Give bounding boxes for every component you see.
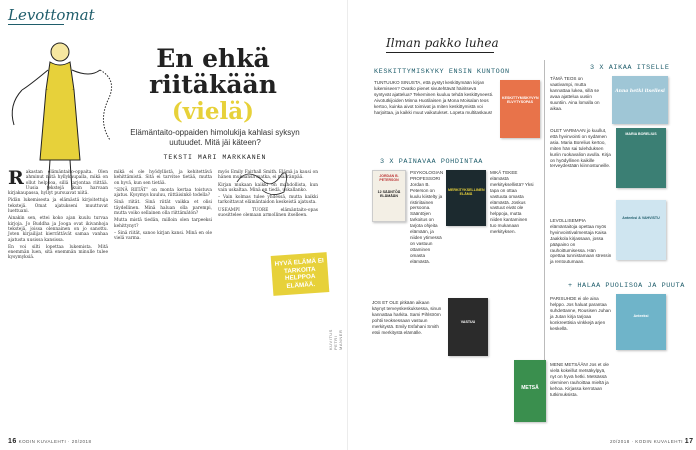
subhead-hug: + HALAA PUOLISOA JA PUUTA	[568, 282, 685, 290]
col3-para: – Vain kolmas tulee yhdessä, mutta kaikki tarkoittavat elämäntaidon keskeistä ajatusta.	[218, 195, 318, 206]
col2-para: – Sinä riität, sanoo kirjan kansi. Minä en ole vielä varma.	[114, 230, 212, 242]
book-cover-anteeksi	[616, 294, 666, 350]
forest-text: MENE METSÄÄN! Jos et ole vielä kokeillut metsäkylpyä, nyt on hyvä hetki. Metsässä oleminen rauhoittaa mieltä ja kehoa. Kirjassa kerrotaan tutkimuksista.	[550, 362, 609, 397]
article-col-1	[8, 167, 108, 263]
sidebar-title: Ilman pakko luhea	[386, 36, 499, 50]
me-time-text: TÄMÄ TEOS on vaativampi, mutta kannattaa lukea, sillä se avaa ajattelua uusiin suuntiin. Aina lomalla on aikaa.	[550, 76, 600, 111]
col1-para: En voi silti lopettaa lukemista. Mitä enemmän luen, sitä enemmän minulle tulee kysymyksiä.	[8, 244, 108, 261]
headline-accent: (vielä)	[171, 98, 255, 125]
col2-para: ”SINÄ RIITÄT” on monta kertaa toistuva ajatus. Kysymys kuuluu, riittäisinkö todella?	[114, 187, 212, 199]
meaning-text: MIKÄ TEKEE elämästä merkityksellistä? Yksi tapa on ottaa vastuuta omasta elämästä. Joskus vastuut eivät ole helppoja, mutta niiden kantaminen tuo mukanaan merkityksen.	[490, 170, 534, 235]
book-title: Anteeksi	[633, 314, 649, 318]
pull-quote-box: HYVÄ ELÄMÄ EI TARKOITA HELPPOA ELÄMÄÄ.	[271, 252, 330, 296]
col2-para: Mutta mistä tiedän, milloin olen tarpeeksi kehittynyt?	[114, 218, 212, 229]
col3-para: Kirjan mukaan kaikki on mahdollista, kun vain uskaltaa. Minä en tiedä, uskallanko.	[218, 182, 318, 193]
book-title: VASTUU	[460, 320, 476, 324]
book-cover-responsibility	[448, 298, 488, 356]
col3-para: USEAMPI TUORE elämäntaito-opas suosittelee olemaan armollinen itselleen.	[218, 207, 318, 219]
article-col-2	[114, 170, 212, 244]
page-number: 17	[684, 438, 694, 445]
book-author: JORDAN B. PETERSON	[379, 174, 399, 182]
focus-text: TUNTUUKO SINUSTA, että pystyt keskittymään kirjan lukemiseen? Ovatko pienet sivutehtävät häiritsevä syntyvät ajattelua? Tekeminen kuuluu tehdä keskittyneesti. Aivotutkijoiden Minna Huotilaisen ja Mona Moisalan teos kertoo, kuinka aivot toimivat ja miten keskittymistä voi harjoittaa, ja kaikki muut vaikutukset. Lopeta multitaskaus!	[374, 80, 494, 115]
book-cover-hetki	[612, 76, 668, 124]
col1-para: Ainakin sen, ettei koko ajan kuulu turvaa kirjoja. Jo Buddha ja Jooga ovat ikivanhoja tekstejä, joissa olennainen on jo sanottu. Joten kirjailijat kierrättävät samaa vanhaa ajatusta uusissa kansissa.	[8, 216, 108, 243]
book-cover-metsa	[514, 360, 546, 422]
deck: Elämäntaito-oppaiden himolukija kahlasi syksyn uutuudet. Mitä jäi käteen?	[130, 128, 300, 147]
book-title: 12 SÄÄNTÖÄ ELÄMÄÄN	[377, 190, 401, 198]
responsibility-text: JOS ET OLE pitkään aikaan käynyt terveyskeskuksessa, sinun kannattaa harkita. Sami Pihlström pohtii teoksessaan vastuun merkitystä. Emily Esfahani Smith etsii merkitystä elämälle.	[372, 300, 442, 335]
headline-line-1: En ehkä	[156, 44, 270, 73]
book-title: Anteeksi & VAHVISTU	[622, 216, 660, 220]
book-cover-borelius	[616, 128, 666, 188]
col1-para: Pidän lukemisesta ja elämästä kirjoitettuja tekstejä. Omat ajatukseni muuttuvat luettuani.	[8, 198, 108, 215]
col1-para: akastan elämäntaito-oppaita. Olen ahminut niitä hyllykaupalla, mikä on ollut helppoa, sillä tarjontaa riittää. Uusia tekstejä kuin harvaan kirjakaupassa, hyllyt pursuavat niitä.	[8, 170, 108, 197]
book-title: METSÄ	[521, 385, 539, 391]
folio-text: KODIN KUVALEHTI · 20/2018	[18, 439, 92, 444]
subhead-reflections: 3 X PAINAVAA POHDINTAA	[380, 158, 483, 166]
olet-text: OLET VARMAAN jo kuullut, että hyvinvointi on sydämen asia. Maria Borelius kertoo, miten hän sai tulehduksen kuriin ruokavalion avulla. Kirja on hyödyllinen kaikille terveydestään kiinnostuneille.	[550, 128, 611, 169]
col3-para: myös Emily Fairhall Smith. Elämä ja kausi on hänen mukaansa matka, ei määränpää.	[218, 170, 318, 181]
calm-text: LEVOLLISEMPIA elämäntaitoja opettaa myös hyvinvointivalmentaja Kaisa Jaakkola kirjassaan, jossa pääpaino on rauhoittumisessa. Hän opettaa tunnistamaan stressin ja rentoutumaan.	[550, 218, 612, 265]
folio-text: 20/2018 · KODIN KUVALEHTI	[610, 439, 683, 444]
subhead-focus: KESKITTYMISKYKY ENSIN KUNTOON	[374, 68, 510, 76]
folio-left	[8, 438, 92, 445]
col2-para: mikä ei ole hyödyllistä, ja kehitettävä kehittämistä. Sitä ei tarvitse tietää, mutta on hyvä, kun sen tietää.	[114, 170, 212, 186]
dropcap: R	[8, 167, 24, 189]
relationship-text: PARISUHDE ei ole aina helppo. Jos haluat parantaa suhdettanne, Rousisen Juhan ja Jutan kirja tarjoaa konkreettisia vinkkejä arjen keskellä.	[550, 296, 611, 331]
book-title: MARIA BORELIUS	[625, 132, 657, 136]
sidebar-title-rule	[386, 52, 494, 53]
psychology-text: PSYKOLOGIAN PROFESSORI Jordan B. Peterson on kuulu kiistelty ja ristiriitainen persoona. Sääntöjen tarkoitus on tarjota ohjeita elämään, ja niiden ytimessä on vastuun ottaminen omasta elämästä.	[410, 170, 444, 264]
section-underline	[8, 24, 64, 25]
headline	[118, 46, 308, 98]
book-cover-peterson	[372, 170, 406, 222]
book-title: MERKITYKSELLINEN ELÄMÄ	[448, 188, 485, 197]
article-col-3	[218, 170, 318, 220]
book-cover-meaning	[446, 170, 486, 226]
byline: TEKSTI MARI MARKKANEN	[163, 154, 267, 161]
subhead-me-time: 3 X AIKAA ITSELLE	[590, 64, 670, 72]
headline-line-2: riitäkään	[149, 70, 277, 99]
folio-right	[610, 438, 694, 445]
section-tag: Levottomat	[8, 6, 95, 24]
book-cover-vahvistu	[616, 200, 666, 260]
illustration-credit: KUVITUS PETRI MANNER	[328, 329, 343, 350]
book-title: Anna hetki itsellesi	[615, 89, 665, 94]
book-cover-focus	[500, 80, 540, 138]
book-title: KESKITTYMISKYVYN ELVYTYSOPAS	[502, 96, 539, 105]
page-number: 16	[8, 438, 17, 445]
col2-para: Sinä riität. Sinä riität vaikka et olisi täydellinen. Minä haluan olla parempi, mutta voiko sellainen olla riittämätön?	[114, 200, 212, 217]
